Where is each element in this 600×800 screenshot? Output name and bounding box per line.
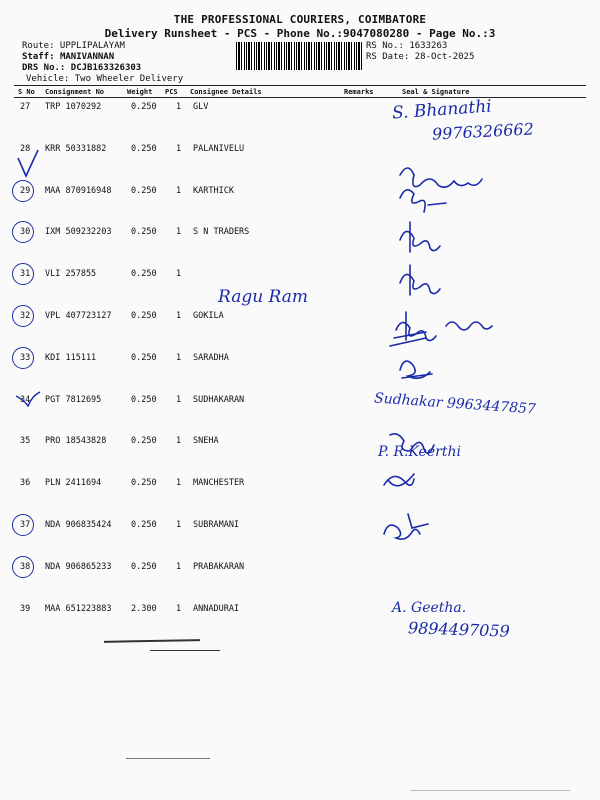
weight: 0.250 <box>131 143 157 154</box>
col-weight: Weight <box>127 88 153 96</box>
serial-number: 30 <box>20 227 31 238</box>
staff-label: Staff: <box>22 52 55 62</box>
serial-number: 38 <box>20 561 31 572</box>
hand-circle-mark <box>12 556 34 578</box>
signature-scribbles <box>370 150 590 630</box>
serial-number: 32 <box>20 311 31 321</box>
stamp-smudge-4 <box>410 790 570 791</box>
weight: 0.250 <box>131 352 157 363</box>
vehicle: Vehicle: Two Wheeler Delivery <box>26 74 184 84</box>
remark-31: Ragu Ram <box>218 287 309 307</box>
col-remarks: Remarks <box>344 88 374 96</box>
barcode <box>236 42 362 70</box>
header-rule-top <box>14 85 586 86</box>
pieces: 1 <box>176 185 182 196</box>
pieces: 1 <box>176 311 182 321</box>
weight: 2.300 <box>131 603 157 614</box>
col-consignment: Consignment No <box>45 88 105 96</box>
serial-number: 31 <box>20 269 31 280</box>
signature-39-name: A. Geetha. <box>392 600 467 616</box>
hand-circle-mark <box>12 263 34 285</box>
pieces: 1 <box>176 269 182 280</box>
drs-value: DCJB163326303 <box>70 63 142 73</box>
consignment-number: MAA 870916948 <box>45 185 112 196</box>
staff-name: MANIVANNAN <box>59 52 115 62</box>
drs-no <box>22 63 141 73</box>
drs-label: DRS No.: <box>22 63 66 73</box>
hand-circle-mark <box>12 347 34 369</box>
rs-no: RS No.: 1633263 <box>366 41 448 51</box>
tick-mark-icon <box>14 388 44 408</box>
staff <box>22 52 114 62</box>
weight: 0.250 <box>131 520 157 530</box>
col-consignee: Consignee Details <box>190 88 262 96</box>
pieces: 1 <box>176 227 182 238</box>
hand-circle-mark <box>12 514 34 536</box>
consignment-number: TRP 1070292 <box>45 102 102 112</box>
serial-number: 34 <box>20 394 31 405</box>
signature-27-phone: 9976326662 <box>431 119 535 144</box>
serial-number: 37 <box>20 520 31 530</box>
pieces: 1 <box>176 143 182 154</box>
weight: 0.250 <box>131 227 157 238</box>
signature-35: P. R.Keerthi <box>378 444 461 460</box>
stamp-smudge-3 <box>126 758 210 759</box>
consignee-name: PALANIVELU <box>193 143 245 154</box>
consignment-number: VPL 407723127 <box>45 311 112 321</box>
consignee-name: SARADHA <box>193 352 229 363</box>
col-pcs: PCS <box>165 88 178 96</box>
serial-number: 28 <box>20 143 31 154</box>
pieces: 1 <box>176 478 182 489</box>
company-title: THE PROFESSIONAL COURIERS, COIMBATORE <box>173 13 427 26</box>
pieces: 1 <box>176 603 182 614</box>
pieces: 1 <box>176 436 182 447</box>
weight: 0.250 <box>131 102 157 112</box>
consignment-number: KDI 115111 <box>45 352 97 363</box>
rs-date: RS Date: 28-Oct-2025 <box>366 52 475 62</box>
serial-number: 29 <box>20 185 31 196</box>
consignment-number: MAA 651223883 <box>45 603 112 614</box>
header-rule-bottom <box>14 97 586 98</box>
consignment-number: IXM 509232203 <box>45 227 112 238</box>
serial-number: 33 <box>20 352 31 363</box>
serial-number: 39 <box>20 603 31 614</box>
weight: 0.250 <box>131 185 157 196</box>
consignee-name: S N TRADERS <box>193 227 250 238</box>
consignment-number: KRR 50331882 <box>45 143 107 154</box>
consignment-number: NDA 906865233 <box>45 561 112 572</box>
weight: 0.250 <box>131 561 157 572</box>
pieces: 1 <box>176 394 182 405</box>
pieces: 1 <box>176 102 182 112</box>
weight: 0.250 <box>131 436 157 447</box>
serial-number: 27 <box>20 102 31 112</box>
signature-27-name: S. Bhanathi <box>391 96 493 124</box>
consignee-name: PRABAKARAN <box>193 561 245 572</box>
consignee-name: KARTHICK <box>193 185 234 196</box>
consignee-name: SUDHAKARAN <box>193 394 245 405</box>
route: Route: UPPLIPALAYAM <box>22 41 125 51</box>
stamp-smudge-2 <box>150 650 220 651</box>
consignment-number: VLI 257855 <box>45 269 97 280</box>
hand-circle-mark <box>12 305 34 327</box>
consignee-name: GLV <box>193 102 209 112</box>
weight: 0.250 <box>131 269 157 280</box>
weight: 0.250 <box>131 394 157 405</box>
signature-39-phone: 9894497059 <box>407 618 511 641</box>
pieces: 1 <box>176 520 182 530</box>
hand-circle-mark <box>12 221 34 243</box>
check-mark-icon <box>12 148 52 188</box>
consignment-number: PGT 7812695 <box>45 394 102 405</box>
consignee-name: GOKILA <box>193 311 224 321</box>
serial-number: 36 <box>20 478 31 489</box>
runsheet-subtitle: Delivery Runsheet - PCS - Phone No.:9047080280 - Page No.:3 <box>104 27 496 40</box>
consignment-number: NDA 906835424 <box>45 520 112 530</box>
consignee-name: SUBRAMANI <box>193 520 240 530</box>
pieces: 1 <box>176 352 182 363</box>
serial-number: 35 <box>20 436 31 447</box>
pieces: 1 <box>176 561 182 572</box>
consignment-number: PRO 18543828 <box>45 436 107 447</box>
weight: 0.250 <box>131 311 157 321</box>
weight: 0.250 <box>131 478 157 489</box>
consignee-name: SNEHA <box>193 436 219 447</box>
col-sno: S No <box>18 88 35 96</box>
consignment-number: PLN 2411694 <box>45 478 102 489</box>
consignee-name: ANNADURAI <box>193 603 240 614</box>
consignee-name: MANCHESTER <box>193 478 245 489</box>
col-signature: Seal & Signature <box>402 88 470 96</box>
signature-34: Sudhakar 9963447857 <box>373 390 537 418</box>
